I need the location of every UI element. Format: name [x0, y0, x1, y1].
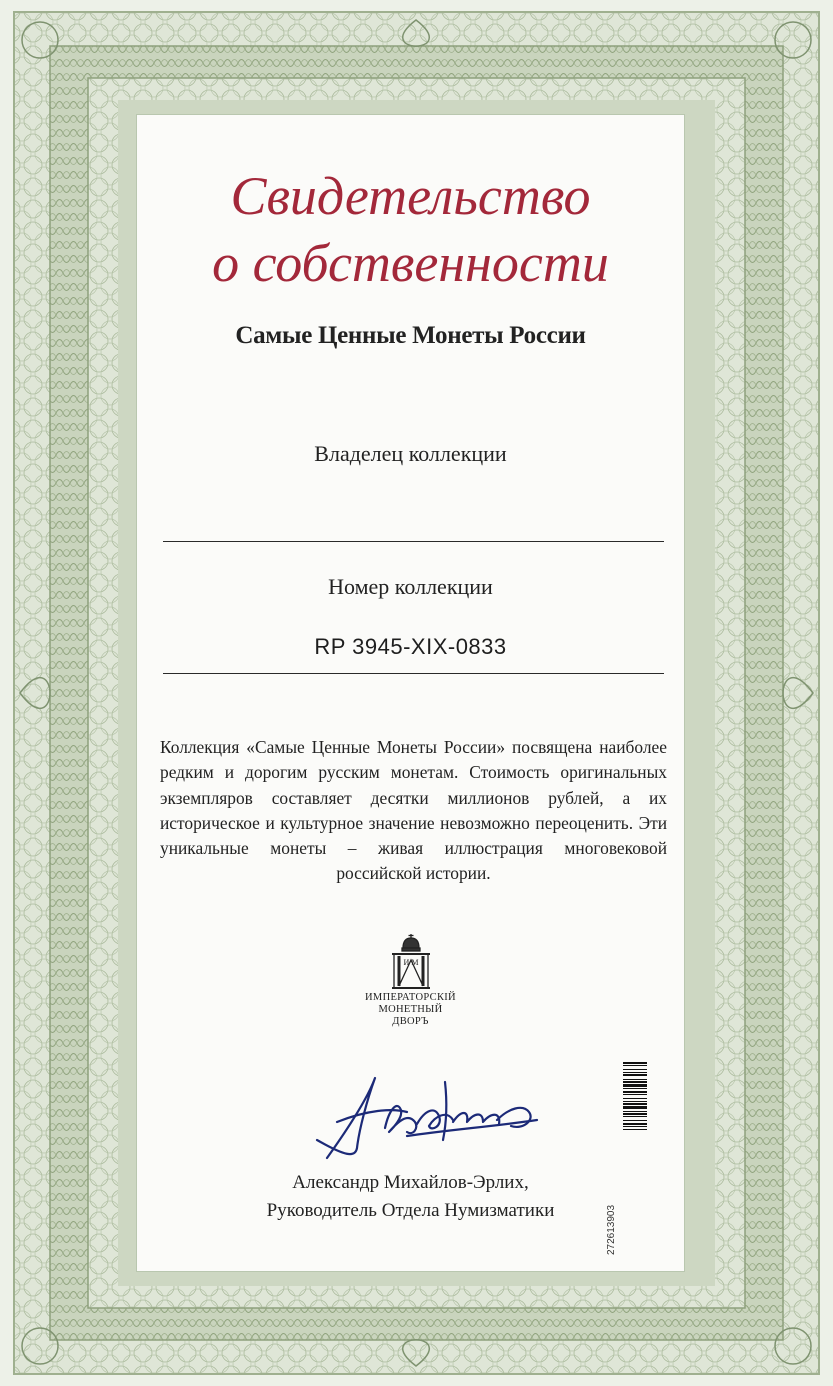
collection-number-label: Номер коллекции — [328, 574, 493, 599]
signer-name: Александр Михайлов-Эрлих, — [292, 1172, 529, 1193]
barcode-bar — [623, 1116, 647, 1117]
emblem-line1: ИМПЕРАТОРСКІЙ — [365, 992, 456, 1003]
barcode-bar — [623, 1094, 647, 1095]
barcode-bar — [623, 1111, 647, 1112]
signature-icon — [297, 1070, 557, 1165]
barcode-bar — [623, 1113, 647, 1115]
barcode-bar — [623, 1103, 647, 1105]
collection-number-value: RP 3945-XIX-0833 — [314, 634, 507, 659]
barcode-bar — [623, 1120, 647, 1121]
barcode-bar — [623, 1129, 647, 1130]
owner-label: Владелец коллекции — [314, 441, 507, 466]
barcode-bar — [623, 1123, 647, 1125]
owner-line — [163, 541, 664, 542]
emblem-monogram: И М — [403, 958, 418, 967]
barcode-number: 272613903 — [606, 1204, 617, 1255]
signer-block — [137, 1169, 684, 1225]
barcode-bar — [623, 1091, 647, 1093]
barcode-bar — [623, 1065, 647, 1066]
barcode-bar — [623, 1088, 647, 1089]
barcode-bar — [623, 1074, 647, 1076]
barcode-bar — [623, 1062, 647, 1064]
barcode-bar — [623, 1069, 647, 1070]
barcode-bar — [623, 1126, 647, 1127]
certificate-title-line2: о собственности — [212, 233, 609, 293]
barcode-bar — [623, 1081, 647, 1083]
crown-monogram-icon — [386, 934, 436, 992]
barcode-bar — [623, 1079, 647, 1080]
emblem-text — [137, 992, 684, 1028]
certificate-panel — [137, 115, 684, 1271]
emblem-line2: МОНЕТНЫЙ — [378, 1004, 443, 1015]
certificate-title-line1: Свидетельство — [230, 166, 591, 226]
signer-title: Руководитель Отдела Нумизматики — [266, 1200, 555, 1221]
mint-emblem — [137, 934, 684, 1028]
collection-description: Коллекция «Самые Ценные Монеты России» посвящена наиболее редким и дорогим русским монетам. Стоимость оригинальных экземпляров составляет десятки миллионов рублей, а их историческое и культурное значение невозможно переоценить. Эти уникальные монеты – живая иллюстрация многовековой российской истории. — [160, 737, 667, 884]
barcode-bar — [623, 1101, 647, 1102]
barcode-bar — [623, 1106, 647, 1109]
barcode-bar — [623, 1098, 647, 1099]
collection-name: Самые Ценные Монеты России — [235, 322, 586, 349]
barcode-bar — [623, 1084, 647, 1087]
collection-number-line — [163, 673, 664, 674]
barcode-bar — [623, 1072, 647, 1073]
emblem-line3: ДВОРЪ — [392, 1016, 429, 1027]
